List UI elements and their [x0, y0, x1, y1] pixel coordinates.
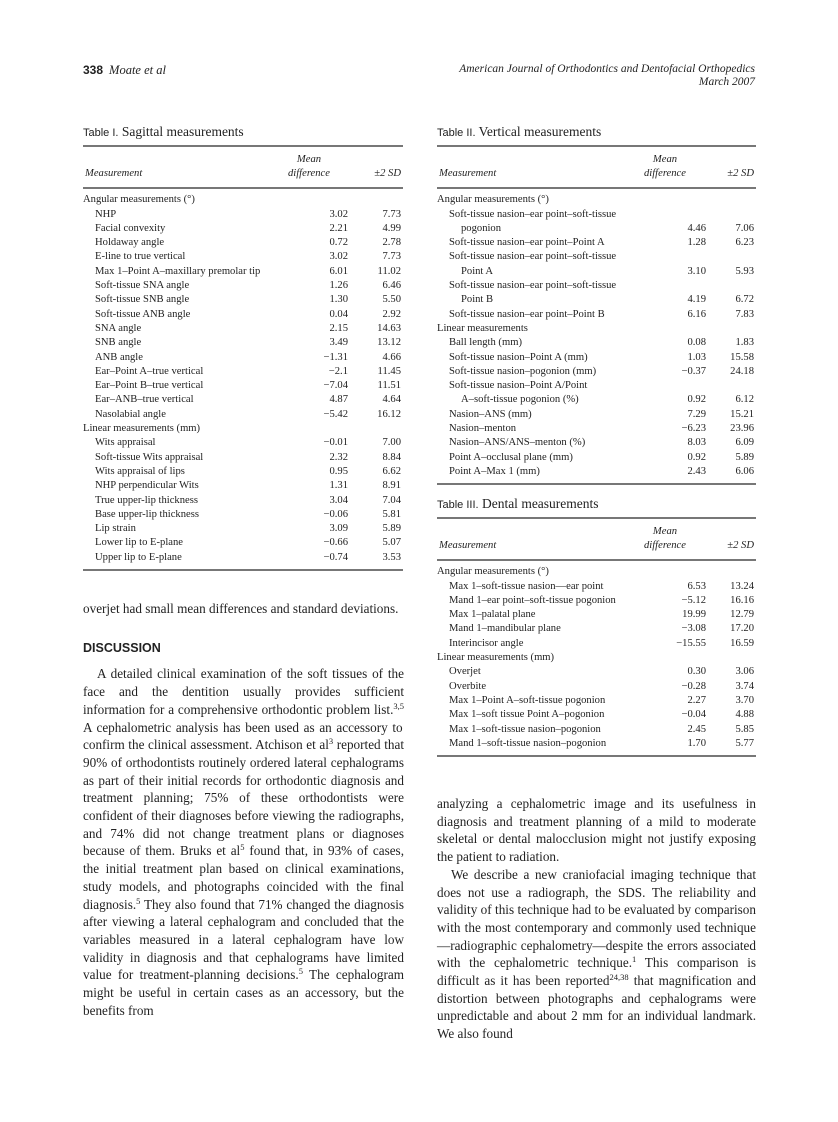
mean-difference-value: −0.74: [323, 551, 348, 563]
mean-difference-value: 19.99: [682, 609, 706, 621]
mean-difference-value: 0.92: [687, 394, 706, 406]
sd-value: 12.79: [730, 609, 754, 621]
table-row: [437, 408, 756, 422]
measurement-label: Mand 1–soft-tissue nasion–pogonion: [449, 737, 607, 749]
table-group-row: [83, 422, 403, 436]
mean-difference-value: 0.08: [687, 337, 706, 349]
mean-difference-value: 2.15: [329, 322, 348, 334]
table-row: [83, 494, 403, 508]
citation-superscript: 5: [136, 895, 141, 906]
measurement-label: Wits appraisal of lips: [95, 465, 185, 477]
intro-paragraph: overjet had small mean differences and standard deviations.: [83, 601, 399, 616]
mean-difference-value: 1.70: [687, 737, 706, 749]
table-row: [83, 322, 403, 336]
table-row: [83, 465, 403, 479]
sd-value: 5.81: [382, 508, 401, 520]
table-bottom-rule: [83, 569, 403, 571]
sd-value: 13.12: [377, 337, 401, 349]
table-group-row: [437, 651, 756, 665]
measurement-label: Soft-tissue SNB angle: [95, 294, 190, 306]
sd-value: 11.45: [377, 365, 401, 377]
sd-value: 6.62: [382, 465, 401, 477]
table-title: Dental measurements: [481, 496, 599, 511]
measurement-label: Holdaway angle: [95, 237, 165, 249]
column-header-measurement: Measurement: [439, 168, 497, 179]
table-group-row: [437, 193, 756, 207]
measurement-label: Interincisor angle: [449, 637, 524, 649]
citation-superscript: 24,38: [609, 972, 629, 983]
measurement-label: Soft-tissue ANB angle: [95, 308, 191, 320]
table-group-row: [437, 565, 756, 579]
table-row: [83, 351, 403, 365]
table-number: Table I.: [83, 127, 119, 139]
issue-date: March 2007: [698, 76, 755, 88]
table-row: [83, 522, 403, 536]
mean-difference-value: −0.28: [681, 680, 706, 692]
sd-value: 6.23: [735, 237, 754, 249]
page-number: 338: [83, 63, 104, 77]
measurement-label: Soft-tissue nasion–ear point–Point B: [449, 308, 605, 320]
sd-value: 16.12: [377, 408, 401, 420]
running-header-left: [83, 63, 166, 78]
mean-difference-value: 4.87: [329, 394, 348, 406]
sd-value: 6.46: [382, 280, 401, 292]
measurement-label: Max 1–Point A–maxillary premolar tip: [95, 265, 261, 277]
table-number: Table III.: [437, 499, 479, 511]
sd-value: 6.72: [735, 294, 754, 306]
measurement-label: Soft-tissue SNA angle: [95, 280, 190, 292]
table-row: [437, 680, 756, 694]
sd-value: 4.64: [382, 394, 401, 406]
table-title: Sagittal measurements: [121, 124, 244, 139]
measurement-label: Soft-tissue nasion–ear point–soft-tissue: [449, 251, 617, 263]
sd-value: 2.92: [382, 308, 401, 320]
sd-value: 15.58: [730, 351, 754, 363]
table-row: [437, 393, 756, 407]
measurement-label: Soft-tissue nasion–Point A (mm): [449, 351, 588, 363]
text-run: that magnification and distortion between photographs and cephalograms were unpredictable and about 2 mm for an individual landmark. We also found: [437, 973, 756, 1042]
column-header-measurement: Measurement: [85, 168, 143, 179]
measurement-label: Linear measurements (mm): [437, 652, 555, 664]
mean-difference-value: −15.55: [676, 637, 706, 649]
citation-superscript: 5: [298, 966, 303, 977]
column-header-mean: [288, 153, 330, 181]
measurement-label: Wits appraisal: [95, 437, 156, 449]
mean-difference-value: 2.21: [329, 222, 348, 234]
measurement-label: Ear–Point A–true vertical: [95, 365, 204, 377]
difference-label: difference: [644, 540, 686, 552]
sd-value: 6.09: [735, 437, 754, 449]
column-header-mean: [644, 525, 686, 553]
sd-value: 7.00: [382, 437, 401, 449]
sd-value: 5.07: [382, 537, 401, 549]
table-row: [437, 594, 756, 608]
table-row: [437, 436, 756, 450]
difference-label: difference: [288, 168, 330, 180]
table-row: [83, 293, 403, 307]
measurement-label: Soft-tissue nasion–ear point–Point A: [449, 237, 605, 249]
mean-difference-value: −0.37: [681, 365, 706, 377]
table-row: [83, 279, 403, 293]
measurement-label: Nasion–menton: [449, 423, 517, 435]
mean-difference-value: 3.02: [329, 208, 348, 220]
table-row: [83, 308, 403, 322]
right-column: [437, 795, 756, 1043]
measurement-label: Mand 1–mandibular plane: [449, 623, 561, 635]
measurement-label: Max 1–soft tissue Point A–pogonion: [449, 709, 605, 721]
measurement-label: Base upper-lip thickness: [95, 508, 199, 520]
measurement-label: Ball length (mm): [449, 337, 522, 349]
measurement-label: Soft-tissue Wits appraisal: [95, 451, 204, 463]
mean-difference-value: 0.30: [687, 666, 706, 678]
difference-label: difference: [644, 168, 686, 180]
table-group-row: [83, 193, 403, 207]
mean-difference-value: 3.10: [687, 265, 706, 277]
measurement-label: Soft-tissue nasion–Point A/Point: [449, 380, 588, 392]
measurement-label: Max 1–palatal plane: [449, 609, 536, 621]
text-run: found that, in 93% of cases, the initial treatment plan based on clinical examinations, study models, and photographs coincided with the final diagnosis.: [83, 843, 404, 912]
table-number: Table II.: [437, 127, 476, 139]
measurement-label: NHP perpendicular Wits: [95, 480, 199, 492]
sd-value: 7.73: [382, 251, 401, 263]
table-row: [83, 379, 403, 393]
sd-value: 7.73: [382, 208, 401, 220]
text-run: A cephalometric analysis has been used as an accessory to confirm the clinical assessment. Atchison et al: [83, 719, 403, 753]
measurement-label: Upper lip to E-plane: [95, 551, 182, 563]
table-row: [437, 293, 756, 307]
measurement-label: Nasion–ANS/ANS–menton (%): [449, 437, 586, 449]
sd-value: 2.78: [382, 237, 401, 249]
table-row: [83, 408, 403, 422]
measurement-label: Nasolabial angle: [95, 408, 166, 420]
sd-value: 6.06: [735, 465, 754, 477]
table-row: [83, 222, 403, 236]
measurement-label: Angular measurements (°): [437, 194, 549, 206]
table-row: [437, 694, 756, 708]
table-row: [437, 622, 756, 636]
sd-value: 5.85: [735, 723, 754, 735]
discussion-paragraph: [83, 665, 404, 1019]
sd-value: 6.12: [735, 394, 754, 406]
table-row: [83, 336, 403, 350]
mean-difference-value: −5.42: [323, 408, 348, 420]
table-row: [437, 265, 756, 279]
mean-difference-value: 0.72: [329, 237, 348, 249]
mean-difference-value: 1.28: [687, 237, 706, 249]
citation-superscript: 5: [240, 842, 245, 853]
mean-difference-value: 2.32: [329, 451, 348, 463]
mean-difference-value: 4.19: [687, 294, 706, 306]
mean-difference-value: −1.31: [323, 351, 348, 363]
sd-value: 17.20: [730, 623, 754, 635]
right-paragraph-1: analyzing a cephalometric image and its usefulness in diagnosis and treatment planning of a mild to moderate skeletal or dental malocclusion might not justify exposing the patient to radiation.: [437, 796, 756, 865]
sd-value: 15.21: [730, 408, 754, 420]
table-caption: [83, 125, 403, 140]
table-row: [437, 580, 756, 594]
table-row: [437, 336, 756, 350]
sd-value: 1.83: [735, 337, 754, 349]
mean-difference-value: 6.01: [329, 265, 348, 277]
table-caption: [437, 125, 756, 140]
citation-superscript: 3,5: [393, 700, 404, 711]
sd-value: 4.99: [382, 222, 401, 234]
citation-superscript: 1: [632, 954, 637, 965]
table-sagittal: [83, 125, 403, 571]
sd-value: 8.91: [382, 480, 401, 492]
table-row: [437, 351, 756, 365]
table-row: [83, 236, 403, 250]
mean-difference-value: 3.49: [329, 337, 348, 349]
text-run: We describe a new craniofacial imaging technique that does not use a radiograph, the SDS. The reliability and validity of this technique had to be evaluated by comparison with the most contemporary and commonly used technique—radiographic cephalometry—despite the errors associated with the cephalometric technique.: [437, 866, 756, 971]
table-row: [437, 723, 756, 737]
measurement-label: Soft-tissue nasion–ear point–soft-tissue: [449, 208, 617, 220]
measurement-label: Angular measurements (°): [437, 566, 549, 578]
measurement-label: Point A–Max 1 (mm): [449, 465, 540, 477]
table-row: [437, 250, 756, 264]
table-row: [83, 479, 403, 493]
mean-difference-value: 2.27: [687, 694, 706, 706]
measurement-label: Overjet: [449, 666, 481, 678]
mean-difference-value: 3.09: [329, 523, 348, 535]
citation-superscript: 3: [328, 736, 334, 747]
mean-label: Mean: [652, 154, 678, 166]
mean-difference-value: 1.30: [329, 294, 348, 306]
measurement-label: Soft-tissue nasion–ear point–soft-tissue: [449, 280, 617, 292]
sd-value: 11.02: [377, 265, 401, 277]
mean-difference-value: −0.06: [323, 508, 348, 520]
sd-value: 3.74: [735, 680, 754, 692]
column-header-sd: ±2 SD: [727, 168, 754, 179]
measurement-label: SNA angle: [95, 322, 142, 334]
measurement-label: Overbite: [449, 680, 487, 692]
measurement-label: Linear measurements (mm): [83, 423, 201, 435]
mean-difference-value: −6.23: [681, 423, 706, 435]
measurement-label: ANB angle: [95, 351, 143, 363]
journal-name: American Journal of Orthodontics and Dentofacial Orthopedics: [459, 63, 755, 75]
sd-value: 23.96: [730, 423, 754, 435]
measurement-label: Facial convexity: [95, 222, 166, 234]
table-vertical: [437, 125, 756, 485]
measurement-label: NHP: [95, 208, 117, 220]
sd-value: 3.70: [735, 694, 754, 706]
measurement-label: True upper-lip thickness: [95, 494, 198, 506]
mean-difference-value: 4.46: [687, 222, 706, 234]
measurement-label: Max 1–soft-tissue nasion–pogonion: [449, 723, 601, 735]
discussion-heading: DISCUSSION: [83, 640, 161, 655]
text-run: This comparison is difficult as it has been reported: [437, 955, 756, 989]
sd-value: 14.63: [377, 322, 401, 334]
mean-difference-value: 2.45: [687, 723, 706, 735]
sd-value: 4.88: [735, 709, 754, 721]
right-paragraph-2: [437, 866, 756, 1043]
table-row: [437, 465, 756, 479]
table-row: [83, 436, 403, 450]
table-row: [437, 222, 756, 236]
table-row: [83, 393, 403, 407]
authors: Moate et al: [109, 63, 166, 77]
mean-difference-value: 6.16: [687, 308, 706, 320]
table-row: [83, 208, 403, 222]
measurement-label: Lip strain: [95, 523, 136, 535]
text-run: The cephalogram might be useful in certain cases as an accessory, but the benefits from: [83, 967, 404, 1018]
table-caption: [437, 497, 756, 512]
sd-value: 7.06: [735, 222, 754, 234]
mean-difference-value: −2.1: [328, 365, 348, 377]
table-row: [83, 451, 403, 465]
mean-difference-value: 0.95: [329, 465, 348, 477]
mean-difference-value: 8.03: [687, 437, 706, 449]
column-header-measurement: Measurement: [439, 540, 497, 551]
sd-value: 11.51: [377, 380, 401, 392]
table-row: [83, 365, 403, 379]
sd-value: 5.77: [735, 737, 754, 749]
sd-value: 7.04: [382, 494, 401, 506]
sd-value: 24.18: [730, 365, 754, 377]
mean-difference-value: −0.66: [323, 537, 348, 549]
sd-value: 5.50: [382, 294, 401, 306]
mean-difference-value: −5.12: [681, 594, 706, 606]
mean-label: Mean: [296, 154, 322, 166]
sd-value: 16.16: [730, 594, 754, 606]
table-header: [83, 145, 403, 189]
mean-difference-value: 7.29: [687, 408, 706, 420]
sd-value: 7.83: [735, 308, 754, 320]
mean-difference-value: −0.04: [681, 709, 706, 721]
sd-value: 4.66: [382, 351, 401, 363]
mean-difference-value: 0.92: [687, 451, 706, 463]
measurement-label: E-line to true vertical: [95, 251, 186, 263]
mean-difference-value: 6.53: [687, 580, 706, 592]
sd-value: 8.84: [382, 451, 401, 463]
mean-difference-value: 0.04: [329, 308, 348, 320]
table-row: [437, 608, 756, 622]
sd-value: 3.06: [735, 666, 754, 678]
table-row: [437, 737, 756, 751]
table-row: [437, 208, 756, 222]
table-row: [437, 665, 756, 679]
mean-difference-value: 1.31: [329, 480, 348, 492]
mean-difference-value: 3.04: [329, 494, 348, 506]
mean-difference-value: 3.02: [329, 251, 348, 263]
table-row: [83, 508, 403, 522]
measurement-label: Mand 1–ear point–soft-tissue pogonion: [449, 594, 616, 606]
measurement-label: Ear–ANB–true vertical: [95, 394, 194, 406]
running-header-right: [459, 63, 755, 89]
table-row: [437, 279, 756, 293]
mean-difference-value: 2.43: [687, 465, 706, 477]
measurement-label: Lower lip to E-plane: [95, 537, 183, 549]
table-header: [437, 517, 756, 561]
column-header-sd: ±2 SD: [727, 540, 754, 551]
table-row: [437, 379, 756, 393]
sd-value: 5.89: [735, 451, 754, 463]
measurement-label: pogonion: [461, 222, 502, 234]
mean-label: Mean: [652, 526, 678, 538]
sd-value: 16.59: [730, 637, 754, 649]
measurement-label: Nasion–ANS (mm): [449, 408, 532, 420]
table-bottom-rule: [437, 755, 756, 757]
sd-value: 13.24: [730, 580, 754, 592]
measurement-label: A–soft-tissue pogonion (%): [461, 394, 579, 406]
table-row: [437, 422, 756, 436]
sd-value: 5.93: [735, 265, 754, 277]
table-dental: [437, 497, 756, 757]
mean-difference-value: −0.01: [323, 437, 348, 449]
table-row: [83, 265, 403, 279]
mean-difference-value: 1.26: [329, 280, 348, 292]
table-row: [437, 308, 756, 322]
measurement-label: SNB angle: [95, 337, 142, 349]
table-row: [83, 551, 403, 565]
table-row: [437, 708, 756, 722]
table-header: [437, 145, 756, 189]
measurement-label: Max 1–Point A–soft-tissue pogonion: [449, 694, 606, 706]
left-column: [83, 600, 404, 1019]
sd-value: 3.53: [382, 551, 401, 563]
table-row: [437, 451, 756, 465]
measurement-label: Point A–occlusal plane (mm): [449, 451, 573, 463]
text-run: A detailed clinical examination of the soft tissues of the face and the dentition usually provides sufficient information for a comprehensive orthodontic problem list.: [83, 666, 404, 717]
table-bottom-rule: [437, 483, 756, 485]
mean-difference-value: −3.08: [681, 623, 706, 635]
measurement-label: Point A: [461, 265, 494, 277]
measurement-label: Ear–Point B–true vertical: [95, 380, 204, 392]
measurement-label: Soft-tissue nasion–pogonion (mm): [449, 365, 597, 377]
measurement-label: Angular measurements (°): [83, 194, 195, 206]
table-row: [437, 236, 756, 250]
table-row: [437, 365, 756, 379]
table-row: [437, 637, 756, 651]
mean-difference-value: 1.03: [687, 351, 706, 363]
text-run: reported that 90% of orthodontists routinely ordered lateral cephalograms as part of their initial records for orthodontic diagnosis and treatment planning; 75% of these orthodontists were confident of their diagnoses before viewing the radiographs, and 74% did not change treatment plans or diagnoses because of them. Bruks et al: [83, 737, 404, 859]
table-row: [83, 536, 403, 550]
table-row: [83, 250, 403, 264]
table-title: Vertical measurements: [478, 124, 602, 139]
measurement-label: Point B: [461, 294, 494, 306]
column-header-sd: ±2 SD: [374, 168, 401, 179]
measurement-label: Linear measurements: [437, 322, 528, 334]
sd-value: 5.89: [382, 523, 401, 535]
table-group-row: [437, 322, 756, 336]
measurement-label: Max 1–soft-tissue nasion—ear point: [449, 580, 604, 592]
column-header-mean: [644, 153, 686, 181]
mean-difference-value: −7.04: [323, 380, 348, 392]
text-run: They also found that 71% changed the diagnosis after viewing a lateral cephalogram and concluded that the variables measured in a lateral cephalogram have low validity in diagnosis and that cephalograms have limited value for treatment-planning decisions.: [83, 896, 404, 983]
